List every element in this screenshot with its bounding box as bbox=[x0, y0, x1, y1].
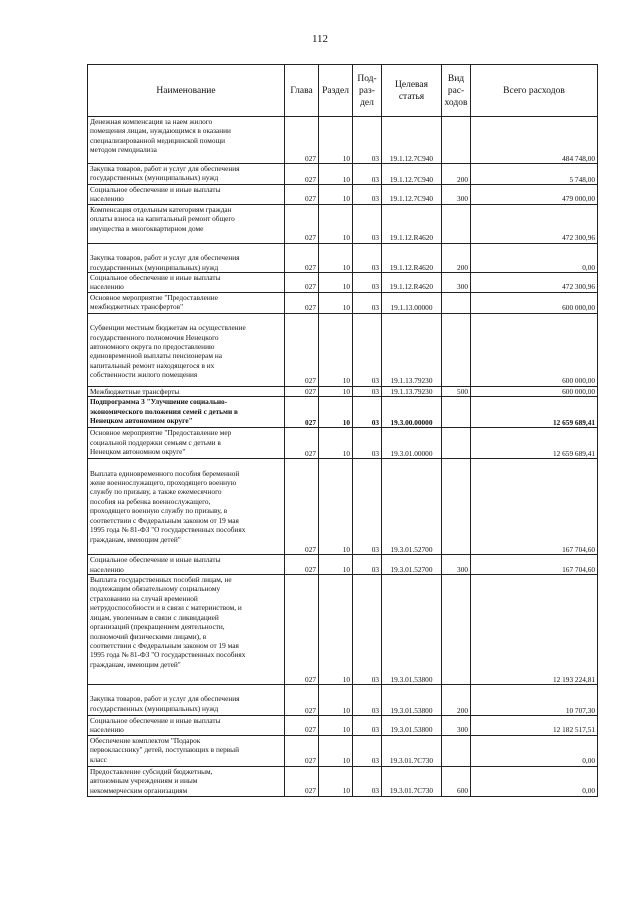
row-section: 10 bbox=[319, 243, 353, 272]
row-section: 10 bbox=[319, 716, 353, 736]
row-name: Социальное обеспечение и иные выплаты населению bbox=[88, 273, 285, 293]
row-name: Обеспечение комплектом "Подарок первокласснику" детей, поступающих в первый класс bbox=[88, 735, 285, 766]
row-name: Выплата единовременного пособия беременной жене военнослужащего, проходящего военную службу по призыву, а также ежемесячного пособия на ребенка военнослужащего, проходящего военную службу по призыву, в соответствии с Федеральным законом от 19 мая 1995 года № 81-ФЗ "О государственных пособиях гражданам, имеющим детей" bbox=[88, 459, 285, 555]
table-row bbox=[88, 766, 598, 796]
row-chapter: 027 bbox=[285, 164, 319, 185]
table-row bbox=[88, 555, 598, 575]
row-target: 19.3.01.7С730 bbox=[382, 735, 442, 766]
row-total: 0,00 bbox=[471, 735, 598, 766]
row-total: 600 000,00 bbox=[471, 313, 598, 386]
row-subsection: 03 bbox=[353, 735, 382, 766]
row-subsection: 03 bbox=[353, 397, 382, 428]
header-total: Всего расходов bbox=[471, 65, 598, 117]
row-type: 300 bbox=[442, 716, 471, 736]
row-target: 19.3.01.00000 bbox=[382, 428, 442, 459]
row-subsection: 03 bbox=[353, 313, 382, 386]
row-name: Компенсация отдельным категориям граждан оплаты взноса на капитальный ремонт общего имущества в многоквартирном доме bbox=[88, 204, 285, 243]
table-row bbox=[88, 685, 598, 716]
row-target: 19.1.12.7С940 bbox=[382, 185, 442, 205]
row-chapter: 027 bbox=[285, 117, 319, 164]
row-section: 10 bbox=[319, 386, 353, 396]
row-subsection: 03 bbox=[353, 185, 382, 205]
row-total: 167 704,60 bbox=[471, 555, 598, 575]
row-target: 19.3.01.53800 bbox=[382, 575, 442, 685]
row-chapter: 027 bbox=[285, 243, 319, 272]
row-target: 19.1.13.79230 bbox=[382, 313, 442, 386]
header-section: Раздел bbox=[319, 65, 353, 117]
row-name: Закупка товаров, работ и услуг для обеспечения государственных (муниципальных) нужд bbox=[88, 685, 285, 716]
row-subsection: 03 bbox=[353, 459, 382, 555]
table-row bbox=[88, 386, 598, 396]
table-row bbox=[88, 292, 598, 313]
row-target: 19.3.01.7С730 bbox=[382, 766, 442, 796]
row-section: 10 bbox=[319, 292, 353, 313]
row-type: 300 bbox=[442, 273, 471, 293]
row-subsection: 03 bbox=[353, 766, 382, 796]
row-name: Денежная компенсация за наем жилого помещения лицам, нуждающимся в оказании специализированной медицинской помощи методом гемодиализа bbox=[88, 117, 285, 164]
row-chapter: 027 bbox=[285, 459, 319, 555]
row-subsection: 03 bbox=[353, 685, 382, 716]
row-section: 10 bbox=[319, 685, 353, 716]
table-row bbox=[88, 273, 598, 293]
row-subsection: 03 bbox=[353, 117, 382, 164]
row-chapter: 027 bbox=[285, 428, 319, 459]
row-total: 0,00 bbox=[471, 243, 598, 272]
row-name: Закупка товаров, работ и услуг для обеспечения государственных (муниципальных) нужд bbox=[88, 164, 285, 185]
row-name: Социальное обеспечение и иные выплаты населению bbox=[88, 716, 285, 736]
row-chapter: 027 bbox=[285, 204, 319, 243]
table-row bbox=[88, 397, 598, 428]
header-name: Наименование bbox=[88, 65, 285, 117]
row-type bbox=[442, 575, 471, 685]
row-target: 19.3.01.52700 bbox=[382, 555, 442, 575]
row-section: 10 bbox=[319, 766, 353, 796]
row-type: 200 bbox=[442, 685, 471, 716]
row-type bbox=[442, 204, 471, 243]
row-total: 12 193 224,81 bbox=[471, 575, 598, 685]
row-section: 10 bbox=[319, 185, 353, 205]
header-subsection: Под- раз- дел bbox=[353, 65, 382, 117]
row-subsection: 03 bbox=[353, 273, 382, 293]
row-subsection: 03 bbox=[353, 292, 382, 313]
table-row bbox=[88, 164, 598, 185]
row-target: 19.3.01.53800 bbox=[382, 716, 442, 736]
row-type: 300 bbox=[442, 185, 471, 205]
row-type: 600 bbox=[442, 766, 471, 796]
header-type: Вид рас- ходов bbox=[442, 65, 471, 117]
header-target: Целевая статья bbox=[382, 65, 442, 117]
row-total: 484 748,00 bbox=[471, 117, 598, 164]
row-target: 19.3.01.53800 bbox=[382, 685, 442, 716]
table-row bbox=[88, 575, 598, 685]
row-target: 19.1.12.7С940 bbox=[382, 117, 442, 164]
row-target: 19.1.12.R4620 bbox=[382, 204, 442, 243]
row-subsection: 03 bbox=[353, 555, 382, 575]
row-type bbox=[442, 428, 471, 459]
row-total: 479 000,00 bbox=[471, 185, 598, 205]
row-subsection: 03 bbox=[353, 164, 382, 185]
row-section: 10 bbox=[319, 735, 353, 766]
row-section: 10 bbox=[319, 428, 353, 459]
row-section: 10 bbox=[319, 555, 353, 575]
row-section: 10 bbox=[319, 117, 353, 164]
table-row bbox=[88, 313, 598, 386]
row-total: 12 182 517,51 bbox=[471, 716, 598, 736]
row-total: 10 707,30 bbox=[471, 685, 598, 716]
table-row bbox=[88, 735, 598, 766]
row-section: 10 bbox=[319, 204, 353, 243]
row-type: 500 bbox=[442, 386, 471, 396]
page-number: 112 bbox=[311, 33, 329, 45]
row-target: 19.1.13.79230 bbox=[382, 386, 442, 396]
row-name: Подпрограмма 3 "Улучшение социально- экономического положения семей с детьми в Ненецком автономном округе" bbox=[88, 397, 285, 428]
row-chapter: 027 bbox=[285, 555, 319, 575]
row-section: 10 bbox=[319, 459, 353, 555]
row-subsection: 03 bbox=[353, 716, 382, 736]
row-target: 19.3.00.00000 bbox=[382, 397, 442, 428]
row-chapter: 027 bbox=[285, 386, 319, 396]
row-total: 472 300,96 bbox=[471, 273, 598, 293]
row-target: 19.1.12.R4620 bbox=[382, 243, 442, 272]
row-name: Основное мероприятие "Предоставление мер социальной поддержки семьям с детьми в Ненецком автономном округе" bbox=[88, 428, 285, 459]
row-target: 19.3.01.52700 bbox=[382, 459, 442, 555]
row-chapter: 027 bbox=[285, 397, 319, 428]
row-subsection: 03 bbox=[353, 243, 382, 272]
row-total: 5 748,00 bbox=[471, 164, 598, 185]
table-row bbox=[88, 716, 598, 736]
budget-table bbox=[87, 64, 598, 797]
row-type bbox=[442, 397, 471, 428]
row-total: 12 659 689,41 bbox=[471, 397, 598, 428]
row-chapter: 027 bbox=[285, 735, 319, 766]
row-chapter: 027 bbox=[285, 685, 319, 716]
row-name: Субвенции местным бюджетам на осуществление государственного полномочия Ненецкого автономного округа по предоставлению единовременной выплаты пенсионерам на капитальный ремонт находящегося в их собственности жилого помещения bbox=[88, 313, 285, 386]
row-name: Основное мероприятие "Предоставление межбюджетных трансфертов" bbox=[88, 292, 285, 313]
row-name: Социальное обеспечение и иные выплаты населению bbox=[88, 555, 285, 575]
row-type: 200 bbox=[442, 243, 471, 272]
row-type bbox=[442, 735, 471, 766]
table-row bbox=[88, 185, 598, 205]
row-type bbox=[442, 313, 471, 386]
row-section: 10 bbox=[319, 397, 353, 428]
row-type bbox=[442, 459, 471, 555]
row-subsection: 03 bbox=[353, 204, 382, 243]
row-total: 600 000,00 bbox=[471, 292, 598, 313]
row-chapter: 027 bbox=[285, 292, 319, 313]
row-subsection: 03 bbox=[353, 428, 382, 459]
row-total: 0,00 bbox=[471, 766, 598, 796]
row-name: Закупка товаров, работ и услуг для обеспечения государственных (муниципальных) нужд bbox=[88, 243, 285, 272]
row-total: 600 000,00 bbox=[471, 386, 598, 396]
row-section: 10 bbox=[319, 164, 353, 185]
table-row bbox=[88, 117, 598, 164]
row-chapter: 027 bbox=[285, 766, 319, 796]
table-header-row bbox=[88, 65, 598, 117]
row-section: 10 bbox=[319, 313, 353, 386]
table-row bbox=[88, 204, 598, 243]
row-section: 10 bbox=[319, 575, 353, 685]
row-target: 19.1.12.R4620 bbox=[382, 273, 442, 293]
row-chapter: 027 bbox=[285, 185, 319, 205]
row-type: 300 bbox=[442, 555, 471, 575]
row-subsection: 03 bbox=[353, 386, 382, 396]
row-name: Социальное обеспечение и иные выплаты населению bbox=[88, 185, 285, 205]
table-row bbox=[88, 459, 598, 555]
row-type bbox=[442, 117, 471, 164]
table-row bbox=[88, 243, 598, 272]
row-total: 12 659 689,41 bbox=[471, 428, 598, 459]
table-row bbox=[88, 428, 598, 459]
row-name: Предоставление субсидий бюджетным, автономным учреждениям и иным некоммерческим организациям bbox=[88, 766, 285, 796]
row-subsection: 03 bbox=[353, 575, 382, 685]
header-chapter: Глава bbox=[285, 65, 319, 117]
row-type: 200 bbox=[442, 164, 471, 185]
row-chapter: 027 bbox=[285, 575, 319, 685]
row-name: Выплата государственных пособий лицам, не подлежащим обязательному социальному страхованию на случай временной нетрудоспособности и в связи с материнством, и лицам, уволенным в связи с ликвидацией организаций (прекращением деятельности, полномочий физическими лицами), в соответствии с Федеральным законом от 19 мая 1995 года № 81-ФЗ "О государственных пособиях гражданам, имеющим детей" bbox=[88, 575, 285, 685]
row-total: 472 300,96 bbox=[471, 204, 598, 243]
row-target: 19.1.13.00000 bbox=[382, 292, 442, 313]
row-chapter: 027 bbox=[285, 313, 319, 386]
row-section: 10 bbox=[319, 273, 353, 293]
row-chapter: 027 bbox=[285, 273, 319, 293]
row-target: 19.1.12.7С940 bbox=[382, 164, 442, 185]
row-total: 167 704,60 bbox=[471, 459, 598, 555]
row-chapter: 027 bbox=[285, 716, 319, 736]
row-name: Межбюджетные трансферты bbox=[88, 386, 285, 396]
row-type bbox=[442, 292, 471, 313]
